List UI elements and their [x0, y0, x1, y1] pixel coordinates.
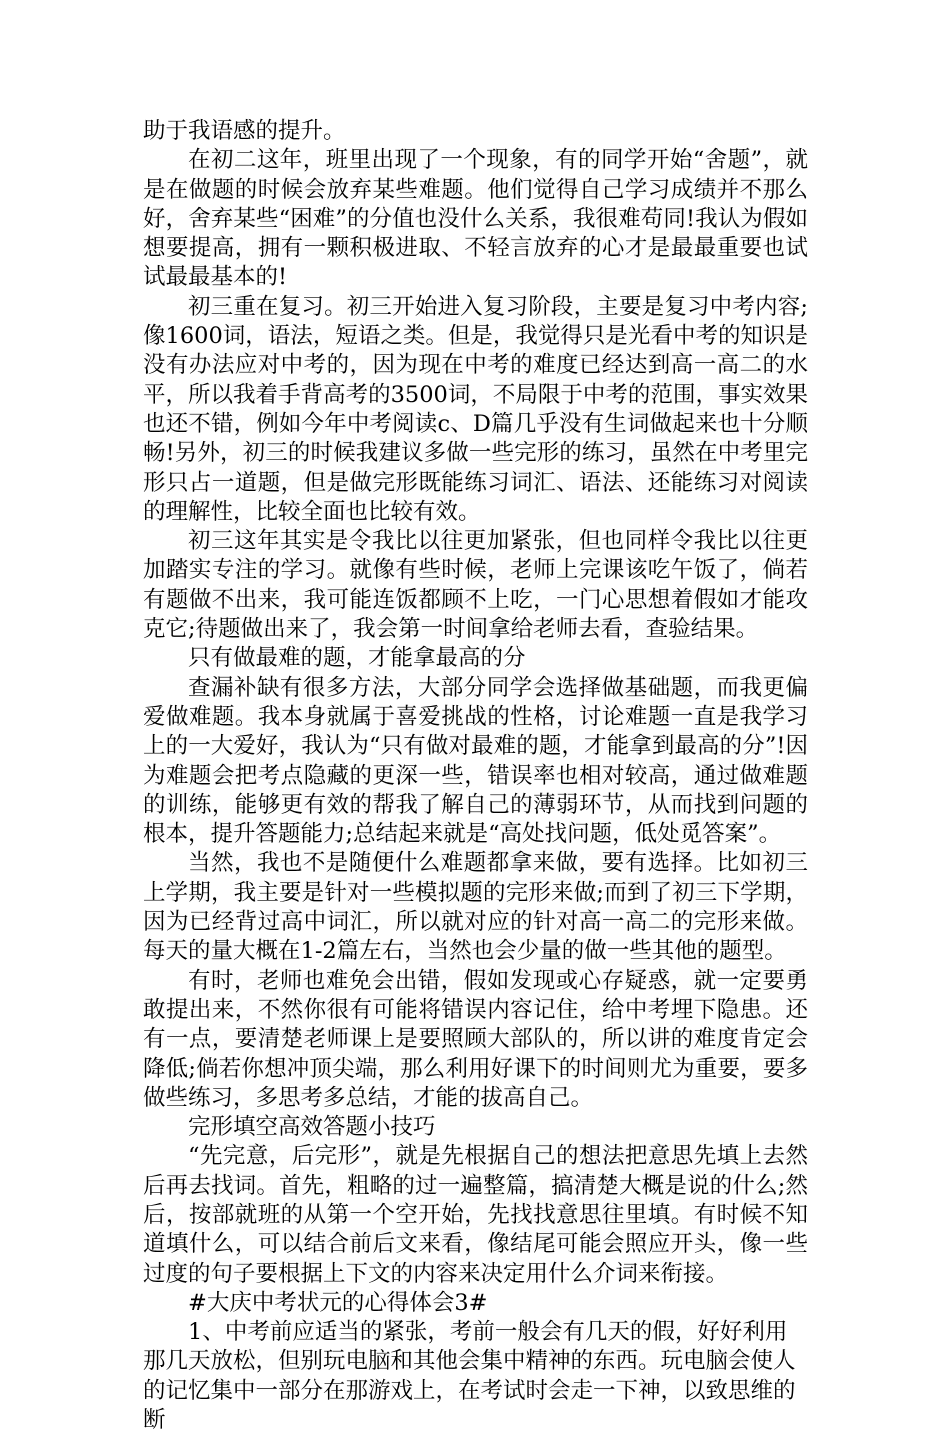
paragraph: “先完意，后完形”，就是先根据自己的想法把意思先填上去然后再去找词。首先，粗略的过一遍整篇，搞清楚大概是说的什么;然后，按部就班的从第一个空开始，先找找意思往里填。有时候不知道填什么，可以结合前后文来看，像结尾可能会照应开头，像一些过度的句子要根据上下文的内容来决定用什么介词来衔接。: [143, 1143, 808, 1287]
paragraph: 在初二这年，班里出现了一个现象，有的同学开始“舍题”，就是在做题的时候会放弃某些难题。他们觉得自己学习成绩并不那么好，舍弃某些“困难”的分值也没什么关系，我很难苟同!我认为假如想要提高，拥有一颗积极进取、不轻言放弃的心才是最最重要也试试最最基本的!: [143, 147, 808, 291]
section-heading: 完形填空高效答题小技巧: [188, 1114, 436, 1141]
section-heading: #大庆中考状元的心得体会3#: [188, 1289, 488, 1316]
paragraph: 初三这年其实是令我比以往更加紧张，但也同样令我比以往更加踏实专注的学习。就像有些时候，老师上完课该吃午饭了，倘若有题做不出来，我可能连饭都顾不上吃，一门心思想着假如才能攻克它;待题做出来了，我会第一时间拿给老师去看，查验结果。: [143, 528, 808, 643]
paragraph: 当然，我也不是随便什么难题都拿来做，要有选择。比如初三上学期，我主要是针对一些模拟题的完形来做;而到了初三下学期，因为已经背过高中词汇，所以就对应的针对高一高二的完形来做。每天的量大概在1-2篇左右，当然也会少量的做一些其他的题型。: [143, 850, 808, 965]
section-heading: 只有做最难的题，才能拿最高的分: [188, 645, 526, 672]
paragraph: 初三重在复习。初三开始进入复习阶段，主要是复习中考内容;像1600词，语法，短语之类。但是，我觉得只是光看中考的知识是没有办法应对中考的，因为现在中考的难度已经达到高一高二的水平，所以我着手背高考的3500词，不局限于中考的范围，事实效果也还不错，例如今年中考阅读c、D篇几乎没有生词做起来也十分顺畅!另外，初三的时候我建议多做一些完形的练习，虽然在中考里完形只占一道题，但是做完形既能练习词汇、语法、还能练习对阅读的理解性，比较全面也比较有效。: [143, 293, 808, 525]
paragraph: 助于我语感的提升。: [143, 118, 346, 144]
paragraph: 查漏补缺有很多方法，大部分同学会选择做基础题，而我更偏爱做难题。我本身就属于喜爱挑战的性格，讨论难题一直是我学习上的一大爱好，我认为“只有做对最难的题，才能拿到最高的分”!因为难题会把考点隐藏的更深一些，错误率也相对较高，通过做难题的训练，能够更有效的帮我了解自己的薄弱环节，从而找到问题的根本，提升答题能力;总结起来就是“高处找问题，低处觅答案”。: [143, 674, 808, 848]
paragraph: 有时，老师也难免会出错，假如发现或心存疑惑，就一定要勇敢提出来，不然你很有可能将错误内容记住，给中考埋下隐患。还有一点，要清楚老师课上是要照顾大部队的，所以讲的难度肯定会降低;倘若你想冲顶尖端，那么利用好课下的时间则尤为重要，要多做些练习，多思考多总结，才能的拔高自己。: [143, 967, 808, 1111]
paragraph: 1、中考前应适当的紧张，考前一般会有几天的假，好好利用那几天放松，但别玩电脑和其他会集中精神的东西。玩电脑会使人的记忆集中一部分在那游戏上，在考试时会走一下神，以致思维的断: [143, 1319, 796, 1434]
document-body: [143, 117, 808, 1435]
